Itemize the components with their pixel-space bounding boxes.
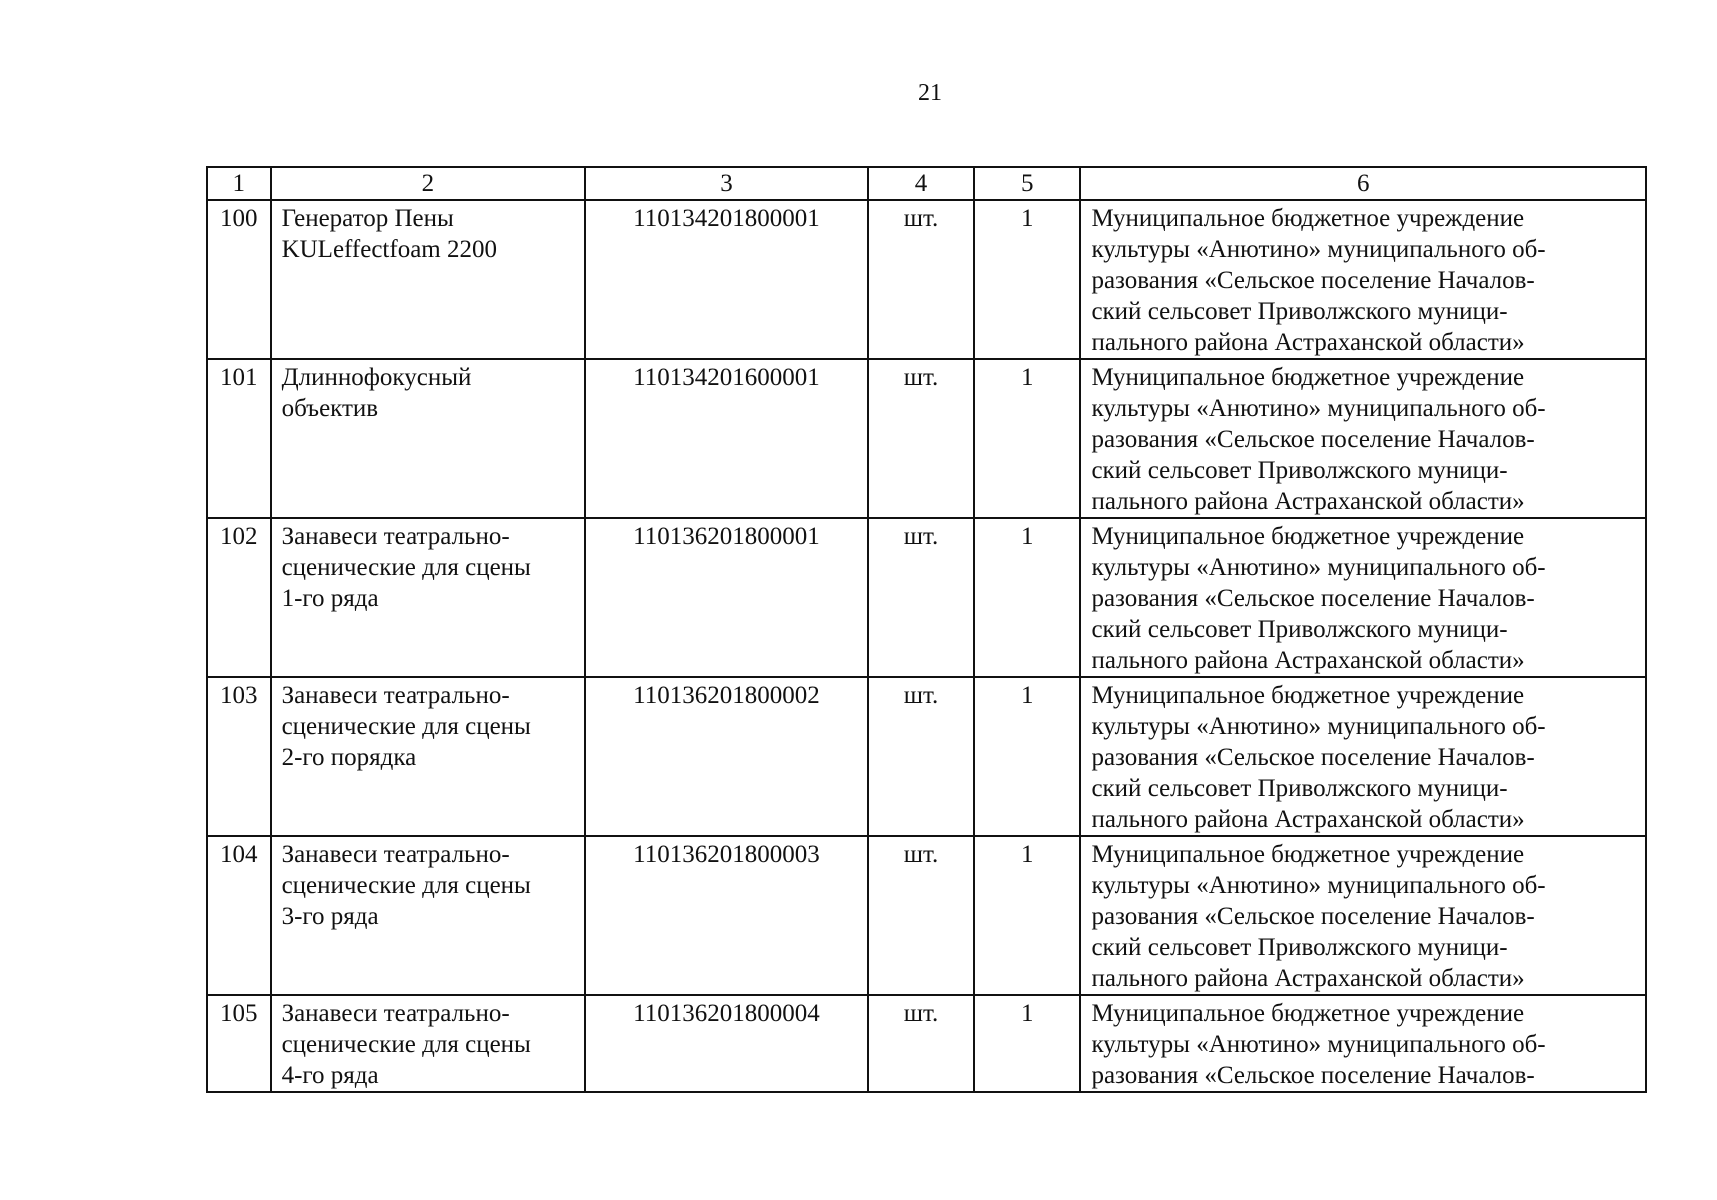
inventory-code: 110136201800001 bbox=[585, 518, 868, 677]
owner-organization-line: разования «Сельское поселение Началов- bbox=[1091, 903, 1535, 930]
owner-organization-line: пального района Астраханской области» bbox=[1091, 965, 1525, 992]
unit: шт. bbox=[868, 677, 974, 836]
quantity: 1 bbox=[974, 359, 1080, 518]
item-name bbox=[271, 518, 586, 677]
table-row bbox=[207, 200, 1646, 359]
item-name-line: сценические для сцены bbox=[281, 872, 531, 899]
owner-organization-line: культуры «Анютино» муниципального об- bbox=[1091, 872, 1546, 899]
owner-organization-line: культуры «Анютино» муниципального об- bbox=[1091, 395, 1546, 422]
owner-organization-line: ский сельсовет Приволжского муници- bbox=[1091, 934, 1508, 961]
owner-organization bbox=[1080, 995, 1646, 1092]
item-name-line: 2-го порядка bbox=[281, 744, 417, 771]
owner-organization-line: разования «Сельское поселение Началов- bbox=[1091, 267, 1535, 294]
owner-organization-line: разования «Сельское поселение Началов- bbox=[1091, 744, 1535, 771]
owner-organization-line: разования «Сельское поселение Началов- bbox=[1091, 426, 1535, 453]
table-row bbox=[207, 995, 1646, 1092]
owner-organization-line: ский сельсовет Приволжского муници- bbox=[1091, 775, 1508, 802]
item-name-line: 3-го ряда bbox=[281, 903, 379, 930]
table-row bbox=[207, 677, 1646, 836]
owner-organization-line: Муниципальное бюджетное учреждение bbox=[1091, 523, 1525, 550]
owner-organization-line: ский сельсовет Приволжского муници- bbox=[1091, 616, 1508, 643]
item-name-line: сценические для сцены bbox=[281, 1031, 531, 1058]
inventory-code: 110136201800003 bbox=[585, 836, 868, 995]
header-col-1: 1 bbox=[207, 167, 271, 200]
table-row bbox=[207, 836, 1646, 995]
unit: шт. bbox=[868, 359, 974, 518]
header-col-6: 6 bbox=[1080, 167, 1646, 200]
item-name-line: 4-го ряда bbox=[281, 1062, 379, 1089]
header-col-2: 2 bbox=[271, 167, 586, 200]
owner-organization-line: разования «Сельское поселение Началов- bbox=[1091, 585, 1535, 612]
page-number: 21 bbox=[918, 80, 942, 106]
table-row bbox=[207, 359, 1646, 518]
owner-organization-line: культуры «Анютино» муниципального об- bbox=[1091, 713, 1546, 740]
owner-organization-line: пального района Астраханской области» bbox=[1091, 329, 1525, 356]
item-name bbox=[271, 359, 586, 518]
unit: шт. bbox=[868, 995, 974, 1092]
table-body bbox=[207, 200, 1646, 1092]
item-name-line: сценические для сцены bbox=[281, 713, 531, 740]
item-name-line: Генератор Пены bbox=[281, 205, 454, 232]
row-number: 101 bbox=[207, 359, 271, 518]
quantity: 1 bbox=[974, 518, 1080, 677]
row-number: 102 bbox=[207, 518, 271, 677]
item-name-line: Занавеси театрально- bbox=[281, 1000, 510, 1027]
owner-organization bbox=[1080, 518, 1646, 677]
item-name-line: KULeffectfoam 2200 bbox=[281, 236, 497, 263]
quantity: 1 bbox=[974, 995, 1080, 1092]
unit: шт. bbox=[868, 200, 974, 359]
header-col-5: 5 bbox=[974, 167, 1080, 200]
inventory-code: 110134201600001 bbox=[585, 359, 868, 518]
item-name-line: Занавеси театрально- bbox=[281, 682, 510, 709]
owner-organization-line: Муниципальное бюджетное учреждение bbox=[1091, 364, 1525, 391]
owner-organization-line: Муниципальное бюджетное учреждение bbox=[1091, 1000, 1525, 1027]
owner-organization-line: Муниципальное бюджетное учреждение bbox=[1091, 841, 1525, 868]
unit: шт. bbox=[868, 836, 974, 995]
item-name-line: Длиннофокусный bbox=[281, 364, 472, 391]
quantity: 1 bbox=[974, 836, 1080, 995]
row-number: 103 bbox=[207, 677, 271, 836]
owner-organization-line: ский сельсовет Приволжского муници- bbox=[1091, 298, 1508, 325]
inventory-code: 110136201800002 bbox=[585, 677, 868, 836]
unit: шт. bbox=[868, 518, 974, 677]
table-row bbox=[207, 518, 1646, 677]
property-table bbox=[206, 166, 1647, 1093]
inventory-code: 110136201800004 bbox=[585, 995, 868, 1092]
item-name-line: 1-го ряда bbox=[281, 585, 379, 612]
owner-organization-line: ский сельсовет Приволжского муници- bbox=[1091, 457, 1508, 484]
quantity: 1 bbox=[974, 677, 1080, 836]
owner-organization-line: пального района Астраханской области» bbox=[1091, 806, 1525, 833]
owner-organization-line: Муниципальное бюджетное учреждение bbox=[1091, 682, 1525, 709]
owner-organization-line: пального района Астраханской области» bbox=[1091, 488, 1525, 515]
owner-organization bbox=[1080, 200, 1646, 359]
row-number: 104 bbox=[207, 836, 271, 995]
header-col-4: 4 bbox=[868, 167, 974, 200]
item-name bbox=[271, 200, 586, 359]
owner-organization-line: пального района Астраханской области» bbox=[1091, 647, 1525, 674]
item-name-line: Занавеси театрально- bbox=[281, 523, 510, 550]
inventory-code: 110134201800001 bbox=[585, 200, 868, 359]
quantity: 1 bbox=[974, 200, 1080, 359]
item-name bbox=[271, 995, 586, 1092]
row-number: 100 bbox=[207, 200, 271, 359]
owner-organization-line: разования «Сельское поселение Началов- bbox=[1091, 1062, 1535, 1089]
owner-organization-line: культуры «Анютино» муниципального об- bbox=[1091, 236, 1546, 263]
owner-organization bbox=[1080, 836, 1646, 995]
owner-organization bbox=[1080, 359, 1646, 518]
owner-organization bbox=[1080, 677, 1646, 836]
owner-organization-line: культуры «Анютино» муниципального об- bbox=[1091, 1031, 1546, 1058]
header-col-3: 3 bbox=[585, 167, 868, 200]
owner-organization-line: культуры «Анютино» муниципального об- bbox=[1091, 554, 1546, 581]
item-name bbox=[271, 677, 586, 836]
item-name-line: сценические для сцены bbox=[281, 554, 531, 581]
header-row bbox=[207, 167, 1646, 200]
item-name-line: Занавеси театрально- bbox=[281, 841, 510, 868]
item-name bbox=[271, 836, 586, 995]
owner-organization-line: Муниципальное бюджетное учреждение bbox=[1091, 205, 1525, 232]
item-name-line: объектив bbox=[281, 395, 379, 422]
row-number: 105 bbox=[207, 995, 271, 1092]
